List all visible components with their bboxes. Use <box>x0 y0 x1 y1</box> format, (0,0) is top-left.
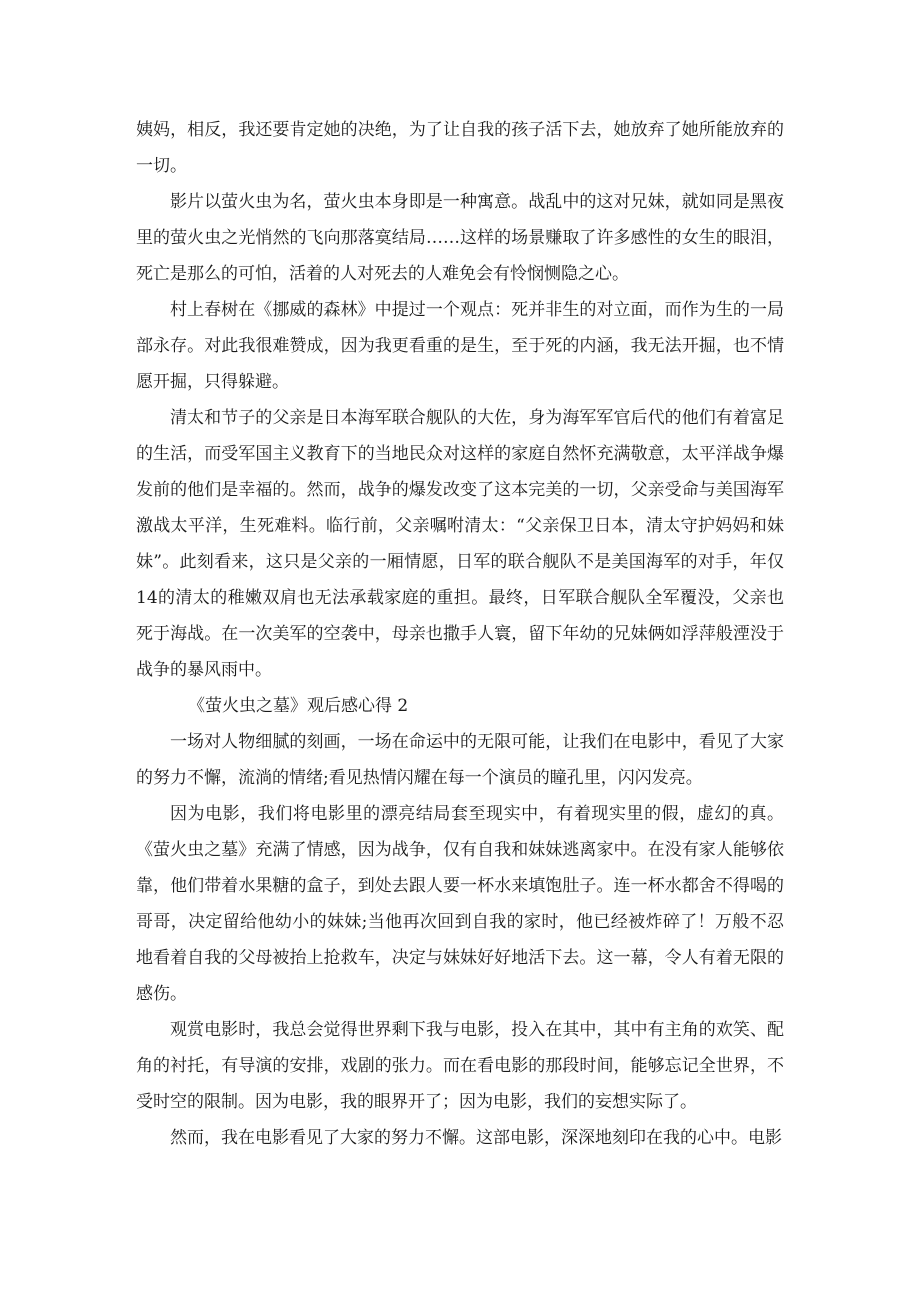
paragraph-watching-film: 观赏电影时，我总会觉得世界剩下我与电影，投入在其中，其中有主角的欢笑、配角的衬托，有导演的安排，戏剧的张力。而在看电影的那段时间，能够忘记全世界，不受时空的限制。因为电影，我的眼界开了；因为电影，我们的妄想实际了。 <box>136 1020 784 1112</box>
paragraph-continued: 姨妈，相反，我还要肯定她的决绝，为了让自我的孩子活下去，她放弃了她所能放弃的一切。 <box>136 120 784 176</box>
paragraph-because-film: 因为电影，我们将电影里的漂亮结局套至现实中，有着现实里的假，虚幻的真。《萤火虫之墓》充满了情感，因为战争，仅有自我和妹妹逃离家中。在没有家人能够依靠，他们带着水果糖的盒子，到处去跟人要一杯水来填饱肚子。连一杯水都舍不得喝的哥哥，决定留给他幼小的妹妹;当他再次回到自我的家时，他已经被炸碎了！万般不忍地看着自我的父母被抬上抢救车，决定与妹妹好好地活下去。这一幕，令人有着无限的感伤。 <box>136 804 784 1004</box>
paragraph-characters: 一场对人物细腻的刻画，一场在命运中的无限可能，让我们在电影中，看见了大家的努力不懈，流淌的情绪;看见热情闪耀在每一个演员的瞳孔里，闪闪发亮。 <box>136 732 784 788</box>
document-body <box>136 112 784 1156</box>
section-heading: 《萤火虫之墓》观后感心得 2 <box>188 696 409 716</box>
paragraph-however: 然而，我在电影看见了大家的努力不懈。这部电影，深深地刻印在我的心中。电影 <box>170 1128 782 1148</box>
paragraph-firefly-meaning: 影片以萤火虫为名，萤火虫本身即是一种寓意。战乱中的这对兄妹，就如同是黑夜里的萤火虫之光悄然的飞向那落寞结局……这样的场景赚取了许多感性的女生的眼泪，死亡是那么的可怕，活着的人对死去的人难免会有怜悯恻隐之心。 <box>136 192 784 284</box>
paragraph-murakami: 村上春树在《挪威的森林》中提过一个观点：死并非生的对立面，而作为生的一局部永存。对此我很难赞成，因为我更看重的是生，至于死的内涵，我无法开掘，也不情愿开掘，只得躲避。 <box>136 300 784 392</box>
paragraph-family-history: 清太和节子的父亲是日本海军联合舰队的大佐，身为海军军官后代的他们有着富足的生活，而受军国主义教育下的当地民众对这样的家庭自然怀充满敬意，太平洋战争爆发前的他们是幸福的。然而，战争的爆发改变了这本完美的一切，父亲受命与美国海军激战太平洋，生死难料。临行前，父亲嘱咐清太：“父亲保卫日本，清太守护妈妈和妹妹”。此刻看来，这只是父亲的一厢情愿，日军的联合舰队不是美国海军的对手，年仅14的清太的稚嫩双肩也无法承载家庭的重担。最终，日军联合舰队全军覆没，父亲也死于海战。在一次美军的空袭中，母亲也撒手人寰，留下年幼的兄妹俩如浮萍般湮没于战争的暴风雨中。 <box>136 408 784 680</box>
